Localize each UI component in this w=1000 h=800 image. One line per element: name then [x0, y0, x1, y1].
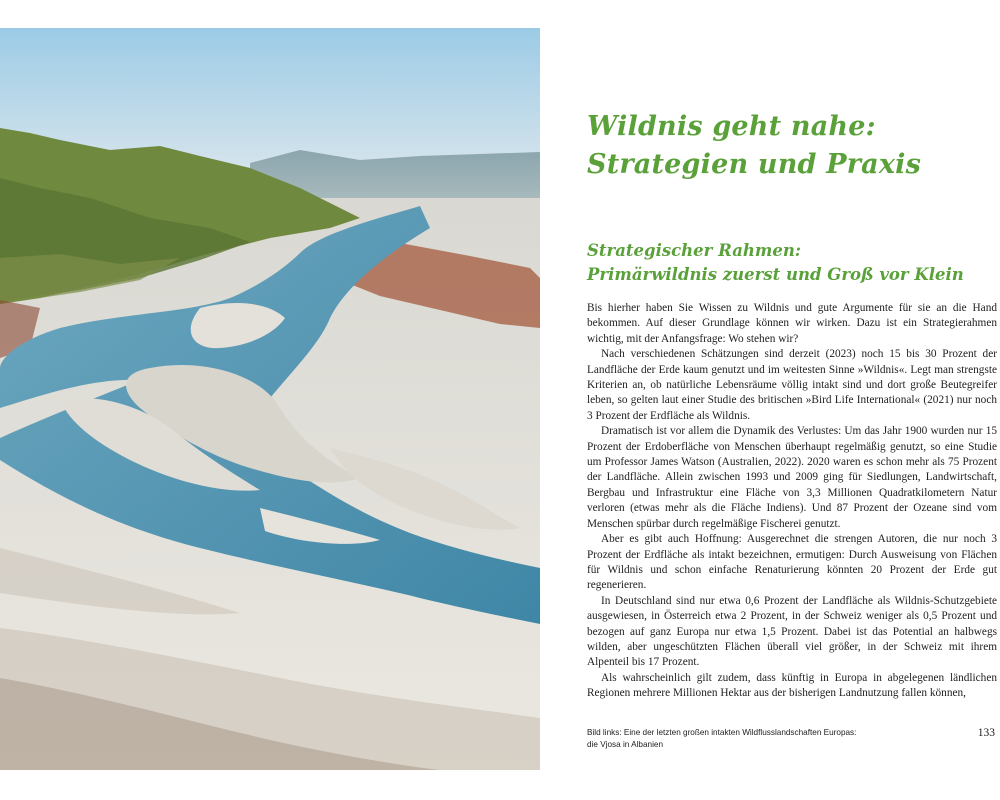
text-page	[587, 0, 997, 800]
paragraph: Als wahrscheinlich gilt zudem, dass künftig in Europa in abgelegenen ländlichen Regionen mehrere Millionen Hektar aus der bisherigen Landnutzung fallen können,	[587, 671, 997, 700]
section-title	[587, 239, 997, 287]
image-caption	[587, 727, 927, 750]
caption-line-1: Bild links: Eine der letzten großen intakten Wildflusslandschaften Europas:	[587, 728, 857, 737]
page-number: 133	[977, 727, 995, 739]
section-title-line-1: Strategischer Rahmen:	[587, 241, 801, 260]
section-title-line-2: Primärwildnis zuerst und Groß vor Klein	[587, 265, 964, 284]
chapter-title-line-1: Wildnis geht nahe:	[587, 111, 876, 142]
chapter-title-line-2: Strategien und Praxis	[587, 149, 922, 180]
body-text	[587, 301, 997, 702]
paragraph: Bis hierher haben Sie Wissen zu Wildnis und gute Argumente für sie an die Hand bekommen. Auf dieser Grundlage können wir wirken. Dazu ist ein Strategierahmen wichtig, mit der Anfangsfrage: Wo stehen wir?	[587, 302, 997, 345]
paragraph: Aber es gibt auch Hoffnung: Ausgerechnet die strengen Autoren, die nur noch 3 Prozent der Erdfläche als intakt bezeichnen, ermutigen: Durch Ausweisung von Flächen für Wildnis und schon einfache Renaturierung könnten 20 Prozent der Erde gut regenerieren.	[587, 533, 997, 592]
paragraph: Dramatisch ist vor allem die Dynamik des Verlustes: Um das Jahr 1900 wurden nur 15 Prozent der Erdoberfläche von Menschen überhaupt regelmäßig genutzt, so eine Studie um Professor James Watson (Australien, 2022). 2020 waren es schon mehr als 75 Prozent der Landfläche. Allein zwischen 1993 und 2009 ging für Siedlungen, Landwirtschaft, Bergbau und Infrastruktur eine Fläche von 3,3 Millionen Quadratkilometern Natur verloren (etwas mehr als die Fläche Indiens). Und 87 Prozent der Ozeane sind vom Menschen spürbar durch regelmäßige Fischerei genutzt.	[587, 425, 997, 530]
caption-line-2: die Vjosa in Albanien	[587, 739, 664, 749]
paragraph: In Deutschland sind nur etwa 0,6 Prozent der Landfläche als Wildnis-Schutzgebiete ausgewiesen, in Österreich etwa 2 Prozent, in der Schweiz weniger als 0,5 Prozent und bezogen auf ganz Europa nur etwa 1,5 Prozent. Dabei ist das Potential an halbwegs wilden, aber ungeschützten Flächen überall viel größer, in der Schweiz mit ihrem Alpenteil bis 17 Prozent.	[587, 594, 997, 669]
chapter-title	[587, 108, 987, 184]
paragraph: Nach verschiedenen Schätzungen sind derzeit (2023) noch 15 bis 30 Prozent der Landfläche der Erde kaum genutzt und im weitesten Sinne »Wildnis«. Legt man strengste Kriterien an, ob natürliche Lebensräume völlig intakt sind und dort große Beutegreifer leben, so gelten laut einer Studie des britischen »Bird Life International« (2021) nur noch 3 Prozent der Erdfläche als Wildnis.	[587, 348, 997, 422]
river-photo	[0, 28, 540, 770]
aerial-river-illustration	[0, 28, 540, 770]
